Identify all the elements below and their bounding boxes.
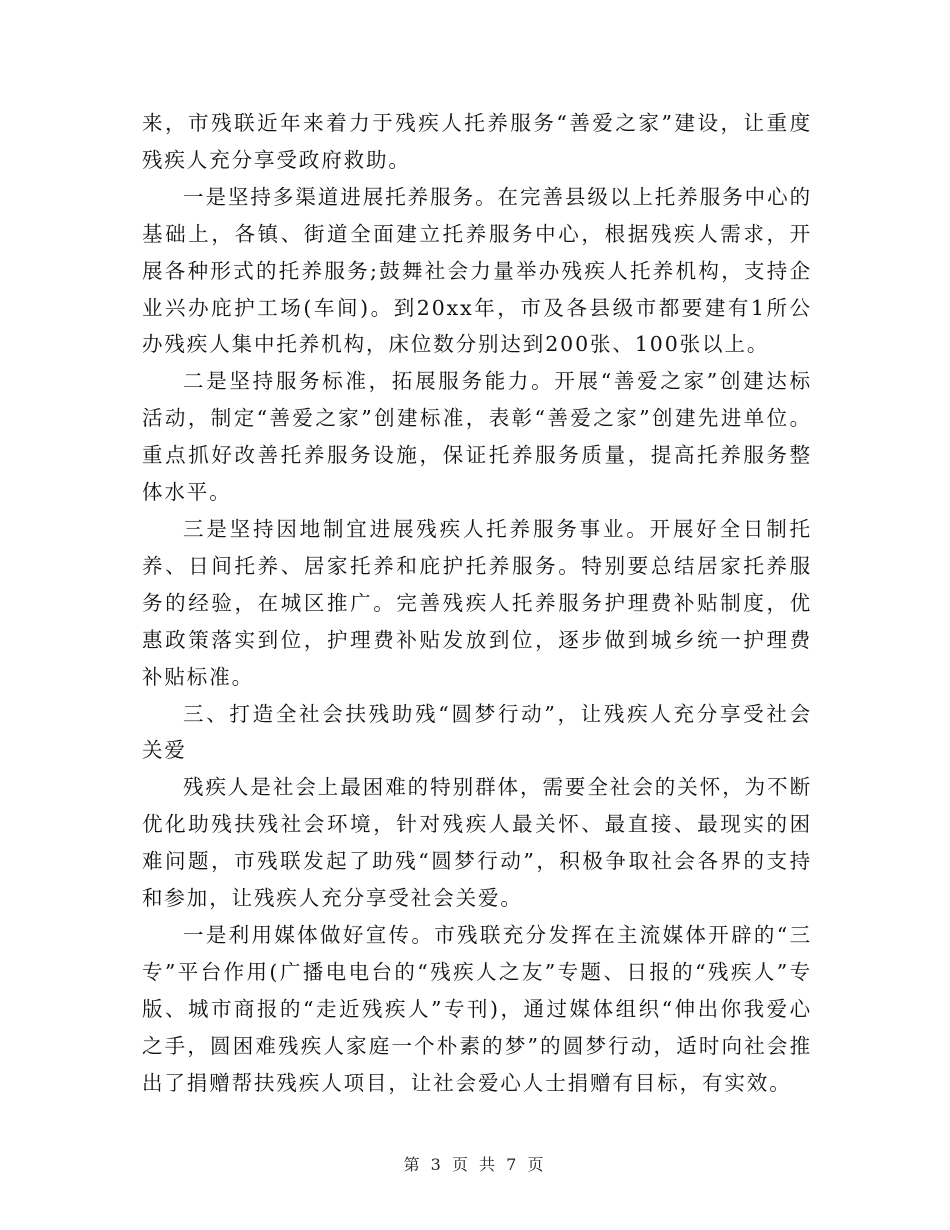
paragraph-local-adaptation: 三是坚持因地制宜进展残疾人托养服务事业。开展好全日制托养、日间托养、居家托养和庇护托养服务。特别要总结居家托养服务的经验，在城区推广。完善残疾人托养服务护理费补贴制度，优惠政策落实到位，护理费补贴发放到位，逐步做到城乡统一护理费补贴标准。 [142,516,812,689]
section-heading-dream-action: 三、打造全社会扶残助残“圆梦行动”，让残疾人充分享受社会关爱 [142,701,812,763]
paragraph-media-publicity: 一是利用媒体做好宣传。市残联充分发挥在主流媒体开辟的“三专”平台作用(广播电电台的“残疾人之友”专题、日报的“残疾人”专版、城市商报的“走近残疾人”专刊)，通过媒体组织“伸出你我爱心之手，圆困难残疾人家庭一个朴素的梦”的圆梦行动，适时向社会推出了捐赠帮扶残疾人项目，让社会爱心人士捐赠有目标，有实效。 [142,922,812,1095]
paragraph-dream-action-intro: 残疾人是社会上最困难的特别群体，需要全社会的关怀，为不断优化助残扶残社会环境，针对残疾人最关怀、最直接、最现实的困难问题，市残联发起了助残“圆梦行动”，积极争取社会各界的支持和参加，让残疾人充分享受社会关爱。 [142,775,812,911]
paragraph-continued: 来，市残联近年来着力于残疾人托养服务“善爱之家”建设，让重度残疾人充分享受政府救助。 [142,111,812,172]
document-body [142,105,812,1101]
page-number-footer: 第 3 页 共 7 页 [403,1155,547,1174]
paragraph-service-standard: 二是坚持服务标准，拓展服务能力。开展“善爱之家”创建达标活动，制定“善爱之家”创建标准，表彰“善爱之家”创建先进单位。重点抓好改善托养服务设施，保证托养服务质量，提高托养服务整体水平。 [142,369,812,505]
paragraph-multichannel-care: 一是坚持多渠道进展托养服务。在完善县级以上托养服务中心的基础上，各镇、街道全面建立托养服务中心，根据残疾人需求，开展各种形式的托养服务;鼓舞社会力量举办残疾人托养机构，支持企业兴办庇护工场(车间)。到20xx年，市及各县级市都要建有1所公办残疾人集中托养机构，床位数分别达到200张、100张以上。 [142,184,812,357]
